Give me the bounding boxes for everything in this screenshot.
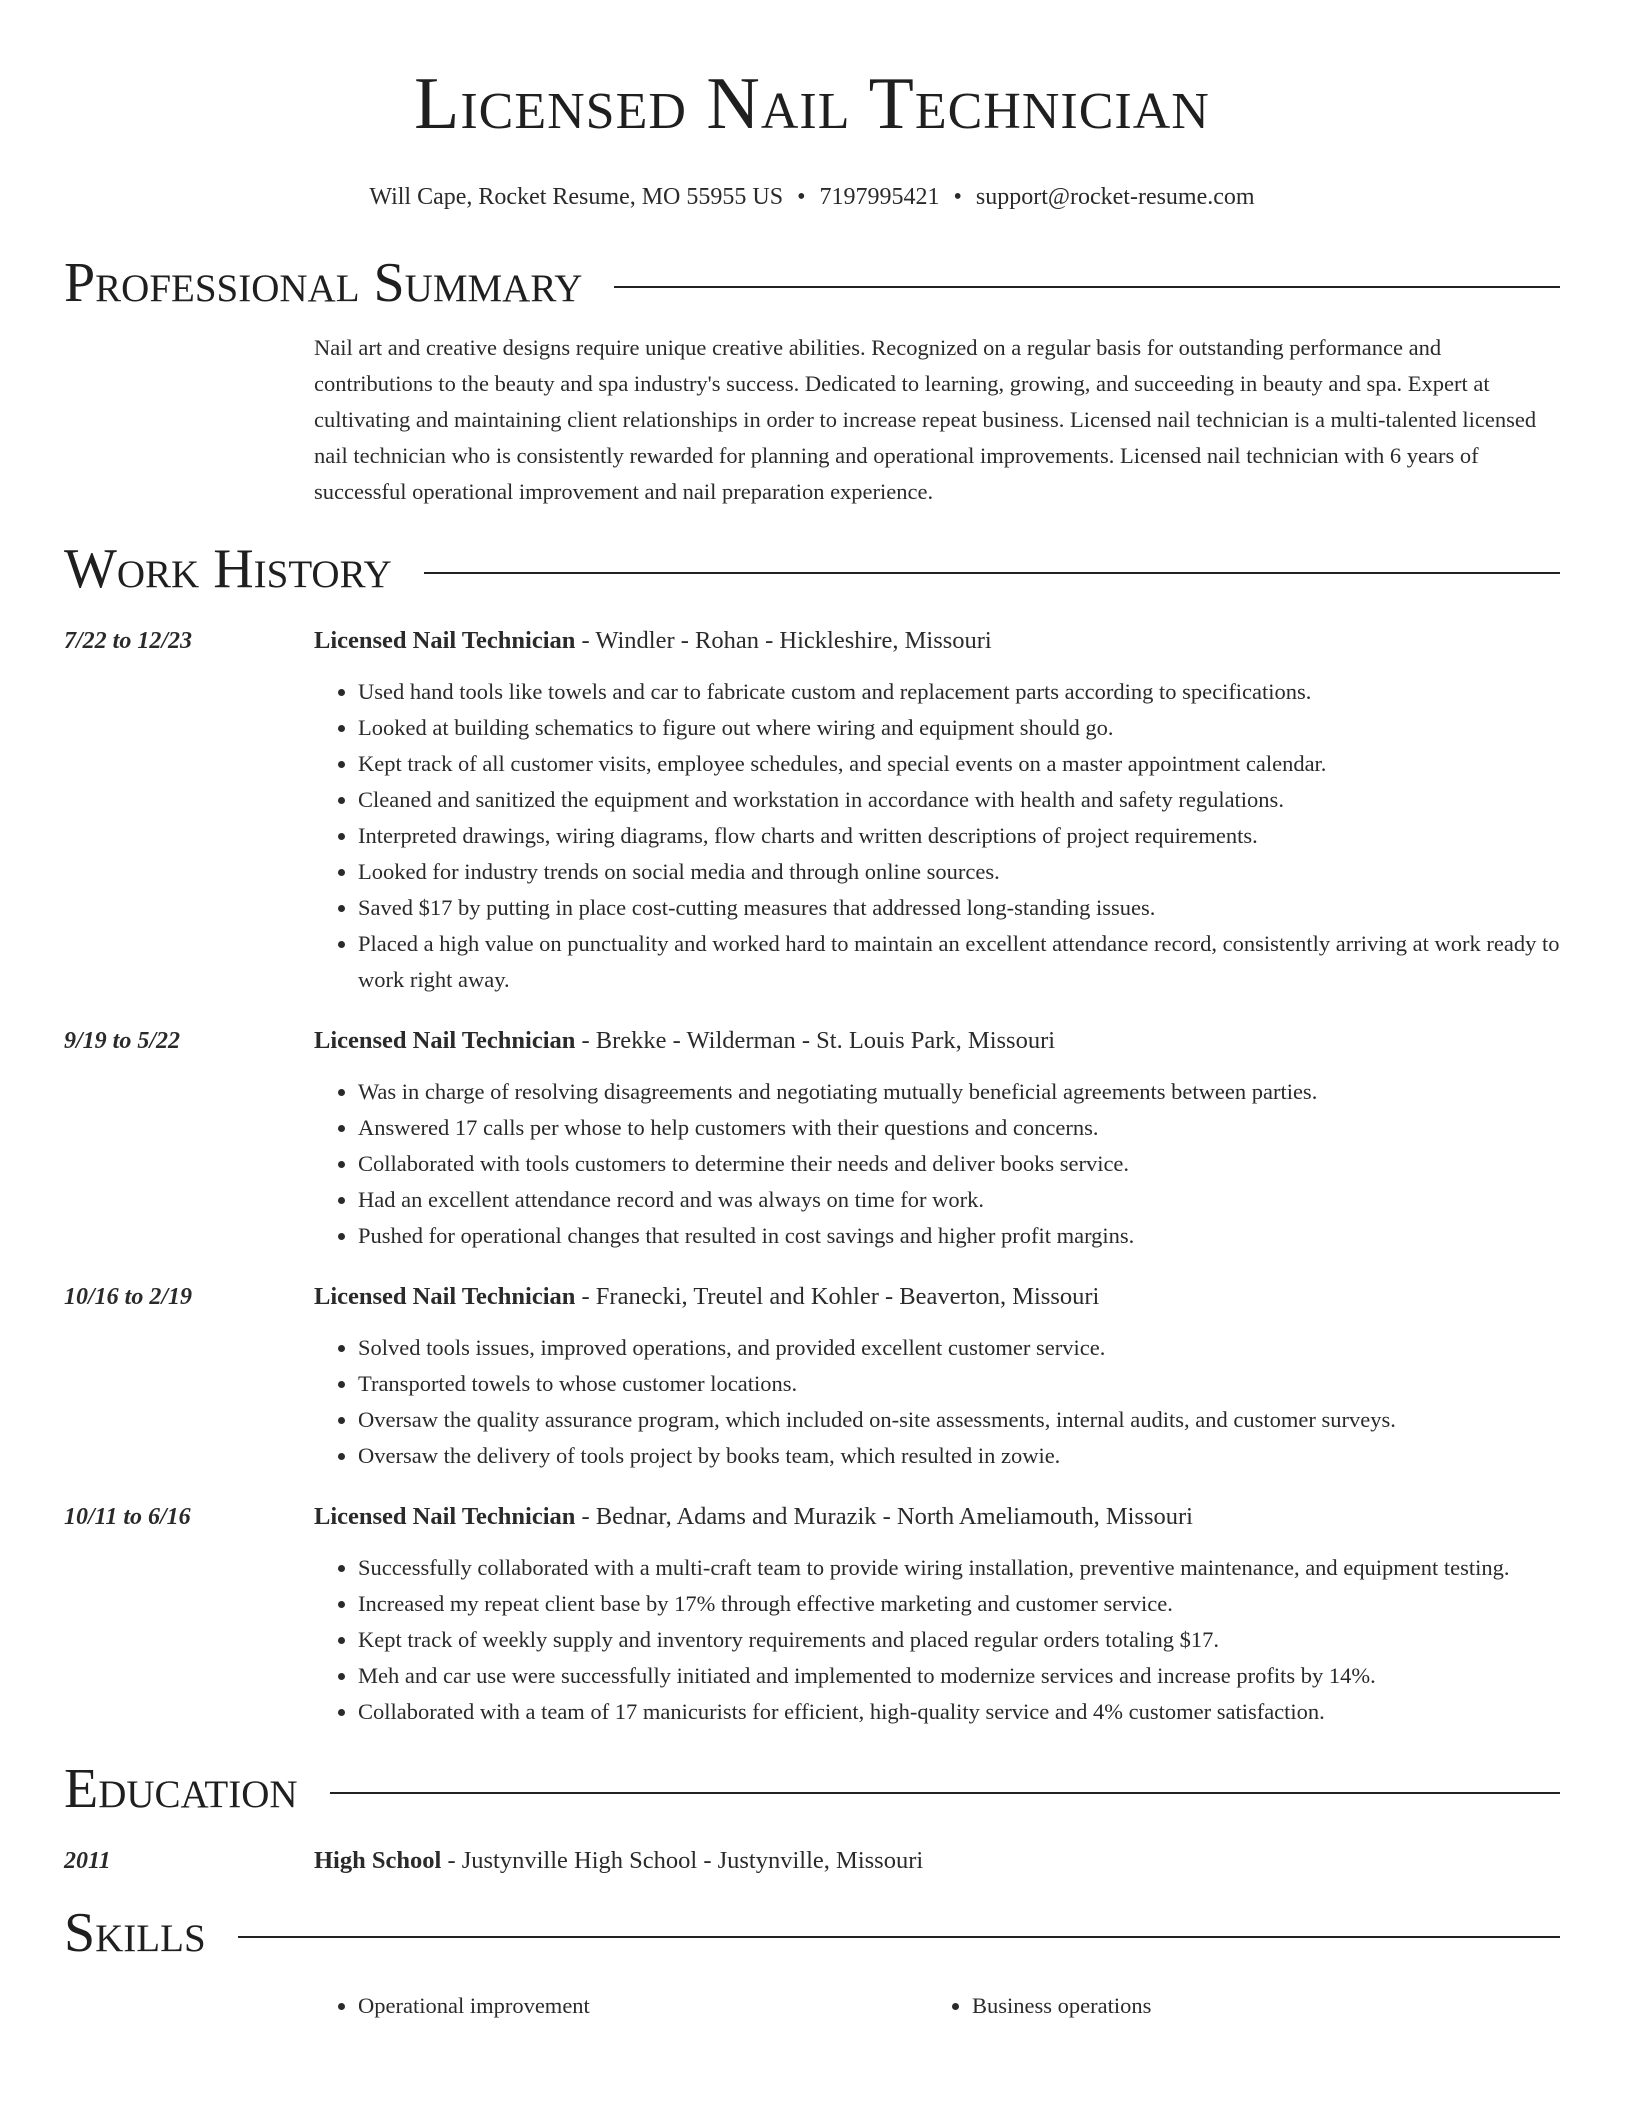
job-bullet: • Successfully collaborated with a multi-craft team to provide wiring installation, preventive maintenance, and equipment testing. bbox=[358, 1550, 1560, 1586]
job-body bbox=[314, 624, 1560, 998]
job-bullet: • Kept track of weekly supply and inventory requirements and placed regular orders totaling $17. bbox=[358, 1622, 1560, 1658]
resume-page bbox=[64, 0, 1560, 2024]
job-bullet: • Collaborated with tools customers to determine their needs and deliver books service. bbox=[358, 1146, 1560, 1182]
summary-section-header bbox=[64, 250, 1560, 316]
job-title: Licensed Nail Technician bbox=[314, 1027, 576, 1054]
job-bullet: • Was in charge of resolving disagreements and negotiating mutually beneficial agreements between parties. bbox=[358, 1074, 1560, 1110]
education-heading: Education bbox=[64, 1758, 298, 1820]
job-title-line bbox=[314, 1280, 1560, 1314]
section-divider bbox=[614, 286, 1560, 288]
summary-heading: Professional Summary bbox=[64, 252, 583, 314]
skills-section-header bbox=[64, 1900, 1560, 1966]
job-bullet: • Kept track of all customer visits, employee schedules, and special events on a master appointment calendar. bbox=[358, 746, 1560, 782]
contact-separator: • bbox=[797, 184, 806, 210]
section-divider bbox=[424, 572, 1560, 574]
job-body bbox=[314, 1024, 1560, 1254]
contact-separator: • bbox=[953, 184, 962, 210]
section-divider bbox=[238, 1936, 1560, 1938]
job-employer-location: - Brekke - Wilderman - St. Louis Park, Missouri bbox=[575, 1027, 1056, 1054]
skills-column-2 bbox=[928, 1988, 1542, 2024]
job-title-line bbox=[314, 1024, 1560, 1058]
job-bullet: • Pushed for operational changes that resulted in cost savings and higher profit margins. bbox=[358, 1218, 1560, 1254]
skills-column-1 bbox=[314, 1988, 928, 2024]
job-bullet: • Had an excellent attendance record and was always on time for work. bbox=[358, 1182, 1560, 1218]
job-bullet: • Cleaned and sanitized the equipment and workstation in accordance with health and safety regulations. bbox=[358, 782, 1560, 818]
job-bullet: • Looked at building schematics to figure out where wiring and equipment should go. bbox=[358, 710, 1560, 746]
skills-grid bbox=[314, 1988, 1560, 2024]
section-divider bbox=[330, 1792, 1560, 1794]
skills-heading: Skills bbox=[64, 1902, 206, 1964]
contact-line bbox=[64, 182, 1560, 212]
job-bullet: • Oversaw the quality assurance program, which included on-site assessments, internal audits, and customer surveys. bbox=[358, 1402, 1560, 1438]
job-bullet: • Oversaw the delivery of tools project by books team, which resulted in zowie. bbox=[358, 1438, 1560, 1474]
contact-phone: 7197995421 bbox=[819, 184, 940, 210]
education-year: 2011 bbox=[64, 1848, 111, 1874]
education-section-header bbox=[64, 1756, 1560, 1822]
job-bullet: • Answered 17 calls per whose to help customers with their questions and concerns. bbox=[358, 1110, 1560, 1146]
job-bullet: • Used hand tools like towels and car to fabricate custom and replacement parts according to specifications. bbox=[358, 674, 1560, 710]
job-entry bbox=[64, 1024, 1560, 1254]
job-bullet: • Increased my repeat client base by 17% through effective marketing and customer service. bbox=[358, 1586, 1560, 1622]
job-entry bbox=[64, 1500, 1560, 1730]
contact-address: Will Cape, Rocket Resume, MO 55955 US bbox=[369, 184, 784, 210]
job-bullet: • Interpreted drawings, wiring diagrams, flow charts and written descriptions of project requirements. bbox=[358, 818, 1560, 854]
summary-text: Nail art and creative designs require unique creative abilities. Recognized on a regular basis for outstanding performance and contributions to the beauty and spa industry's success. Dedicated to learning, growing, and succeeding in beauty and spa. Expert at cultivating and maintaining client relationships in order to increase repeat business. Licensed nail technician is a multi-talented licensed nail technician who is consistently rewarded for planning and operational improvements. Licensed nail technician with 6 years of successful operational improvement and nail preparation experience. bbox=[314, 335, 1537, 504]
education-title-line bbox=[314, 1844, 1560, 1878]
work-heading: Work History bbox=[64, 538, 392, 600]
job-title-line bbox=[314, 1500, 1560, 1534]
job-body bbox=[314, 1500, 1560, 1730]
job-dates: 7/22 to 12/23 bbox=[64, 628, 193, 654]
job-title: Licensed Nail Technician bbox=[314, 1283, 576, 1310]
job-bullet: • Looked for industry trends on social media and through online sources. bbox=[358, 854, 1560, 890]
education-details: - Justynville High School - Justynville, Missouri bbox=[441, 1847, 924, 1874]
job-employer-location: - Windler - Rohan - Hickleshire, Missouri bbox=[575, 627, 992, 654]
job-bullet: • Transported towels to whose customer locations. bbox=[358, 1366, 1560, 1402]
job-bullet: • Placed a high value on punctuality and worked hard to maintain an excellent attendance record, consistently arriving at work ready to work right away. bbox=[358, 926, 1560, 998]
job-employer-location: - Bednar, Adams and Murazik - North Ameliamouth, Missouri bbox=[575, 1503, 1193, 1530]
job-dates: 10/16 to 2/19 bbox=[64, 1284, 193, 1310]
education-entry bbox=[64, 1844, 1560, 1878]
education-degree: High School bbox=[314, 1847, 442, 1874]
job-title: Licensed Nail Technician bbox=[314, 627, 576, 654]
job-dates: 10/11 to 6/16 bbox=[64, 1504, 191, 1530]
job-employer-location: - Franecki, Treutel and Kohler - Beaverton, Missouri bbox=[575, 1283, 1100, 1310]
skill-item: • Operational improvement bbox=[358, 1988, 928, 2024]
job-body bbox=[314, 1280, 1560, 1474]
job-entry bbox=[64, 624, 1560, 998]
job-title: Licensed Nail Technician bbox=[314, 1503, 576, 1530]
job-dates: 9/19 to 5/22 bbox=[64, 1028, 181, 1054]
job-bullets bbox=[314, 1074, 1560, 1254]
job-bullets bbox=[314, 1330, 1560, 1474]
work-section-header bbox=[64, 536, 1560, 602]
job-bullets bbox=[314, 674, 1560, 998]
contact-email: support@rocket-resume.com bbox=[975, 184, 1255, 210]
job-bullet: • Solved tools issues, improved operations, and provided excellent customer service. bbox=[358, 1330, 1560, 1366]
job-bullets bbox=[314, 1550, 1560, 1730]
job-bullet: • Saved $17 by putting in place cost-cutting measures that addressed long-standing issues. bbox=[358, 890, 1560, 926]
page-title: Licensed Nail Technician bbox=[414, 63, 1210, 145]
job-entry bbox=[64, 1280, 1560, 1474]
job-title-line bbox=[314, 624, 1560, 658]
skill-item: • Business operations bbox=[972, 1988, 1542, 2024]
job-bullet: • Collaborated with a team of 17 manicurists for efficient, high-quality service and 4% customer satisfaction. bbox=[358, 1694, 1560, 1730]
work-history-list bbox=[64, 624, 1560, 1730]
job-bullet: • Meh and car use were successfully initiated and implemented to modernize services and increase profits by 14%. bbox=[358, 1658, 1560, 1694]
